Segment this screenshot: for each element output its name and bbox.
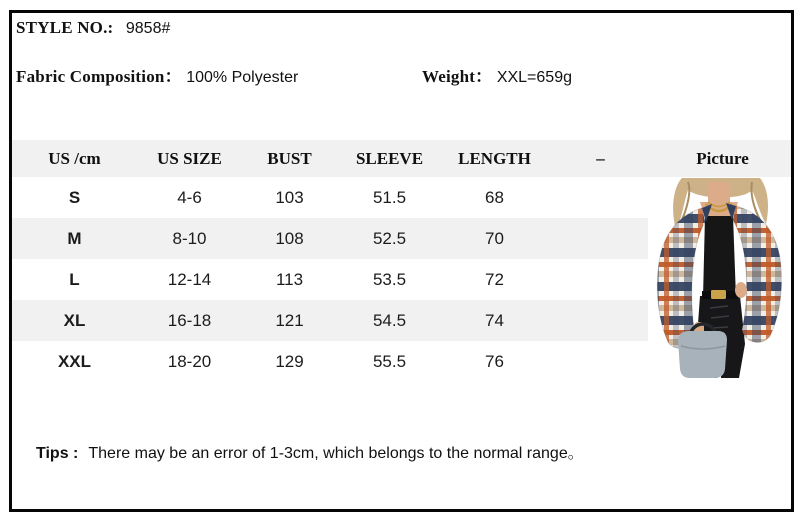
model-illustration	[648, 178, 790, 378]
cell-sleeve: 53.5	[372, 269, 407, 289]
cell-length: 76	[485, 351, 504, 371]
tips-label: Tips :	[36, 445, 79, 462]
cell-bust: 113	[275, 269, 304, 289]
cell-size: XL	[12, 300, 137, 341]
fabric-composition-value: 100% Polyester	[186, 69, 299, 86]
cell-bust: 129	[275, 351, 304, 371]
cell-dash-empty	[547, 259, 654, 300]
cell-size: M	[12, 218, 137, 259]
fabric-composition-label: Fabric Composition：	[16, 67, 182, 86]
cell-dash-empty	[547, 177, 654, 218]
cell-bust: 121	[242, 300, 337, 341]
header-picture: Picture	[696, 148, 749, 168]
header-bust: BUST	[267, 148, 312, 168]
cell-us-size: 12-14	[167, 269, 212, 289]
header-us-size: US SIZE	[157, 148, 222, 168]
style-no-line	[16, 18, 170, 38]
header-length: LENGTH	[458, 148, 531, 168]
cell-dash-empty	[547, 341, 654, 382]
cell-size: S	[68, 187, 81, 207]
cell-length: 72	[485, 269, 504, 289]
cell-bust: 103	[275, 187, 304, 207]
cell-size: XXL	[57, 351, 92, 371]
cell-dash-empty	[547, 300, 654, 341]
cell-size: L	[69, 269, 80, 289]
tips-text: There may be an error of 1-3cm, which belongs to the normal range。	[88, 445, 584, 462]
cell-length: 68	[485, 187, 504, 207]
header-sleeve: SLEEVE	[355, 148, 424, 168]
style-no-value: 9858#	[125, 20, 171, 37]
weight-line	[422, 62, 572, 87]
cell-us-size: 16-18	[137, 300, 242, 341]
cell-sleeve: 55.5	[372, 351, 407, 371]
product-model-photo	[648, 178, 790, 378]
cell-us-size: 18-20	[167, 351, 212, 371]
cell-us-size: 4-6	[177, 187, 202, 207]
cell-dash-empty	[547, 218, 654, 259]
cell-sleeve: 51.5	[372, 187, 407, 207]
cell-length: 70	[442, 218, 547, 259]
weight-label: Weight：	[422, 67, 493, 86]
header-dash: –	[596, 148, 605, 168]
cell-sleeve: 52.5	[337, 218, 442, 259]
tips-line	[36, 440, 584, 463]
cell-length: 74	[442, 300, 547, 341]
style-no-label: STYLE NO.:	[16, 18, 114, 37]
header-us-cm: US /cm	[48, 148, 101, 168]
cell-bust: 108	[242, 218, 337, 259]
fabric-composition-line	[16, 62, 298, 87]
table-header-row	[12, 140, 791, 177]
weight-value: XXL=659g	[496, 69, 572, 86]
cell-us-size: 8-10	[137, 218, 242, 259]
cell-sleeve: 54.5	[337, 300, 442, 341]
